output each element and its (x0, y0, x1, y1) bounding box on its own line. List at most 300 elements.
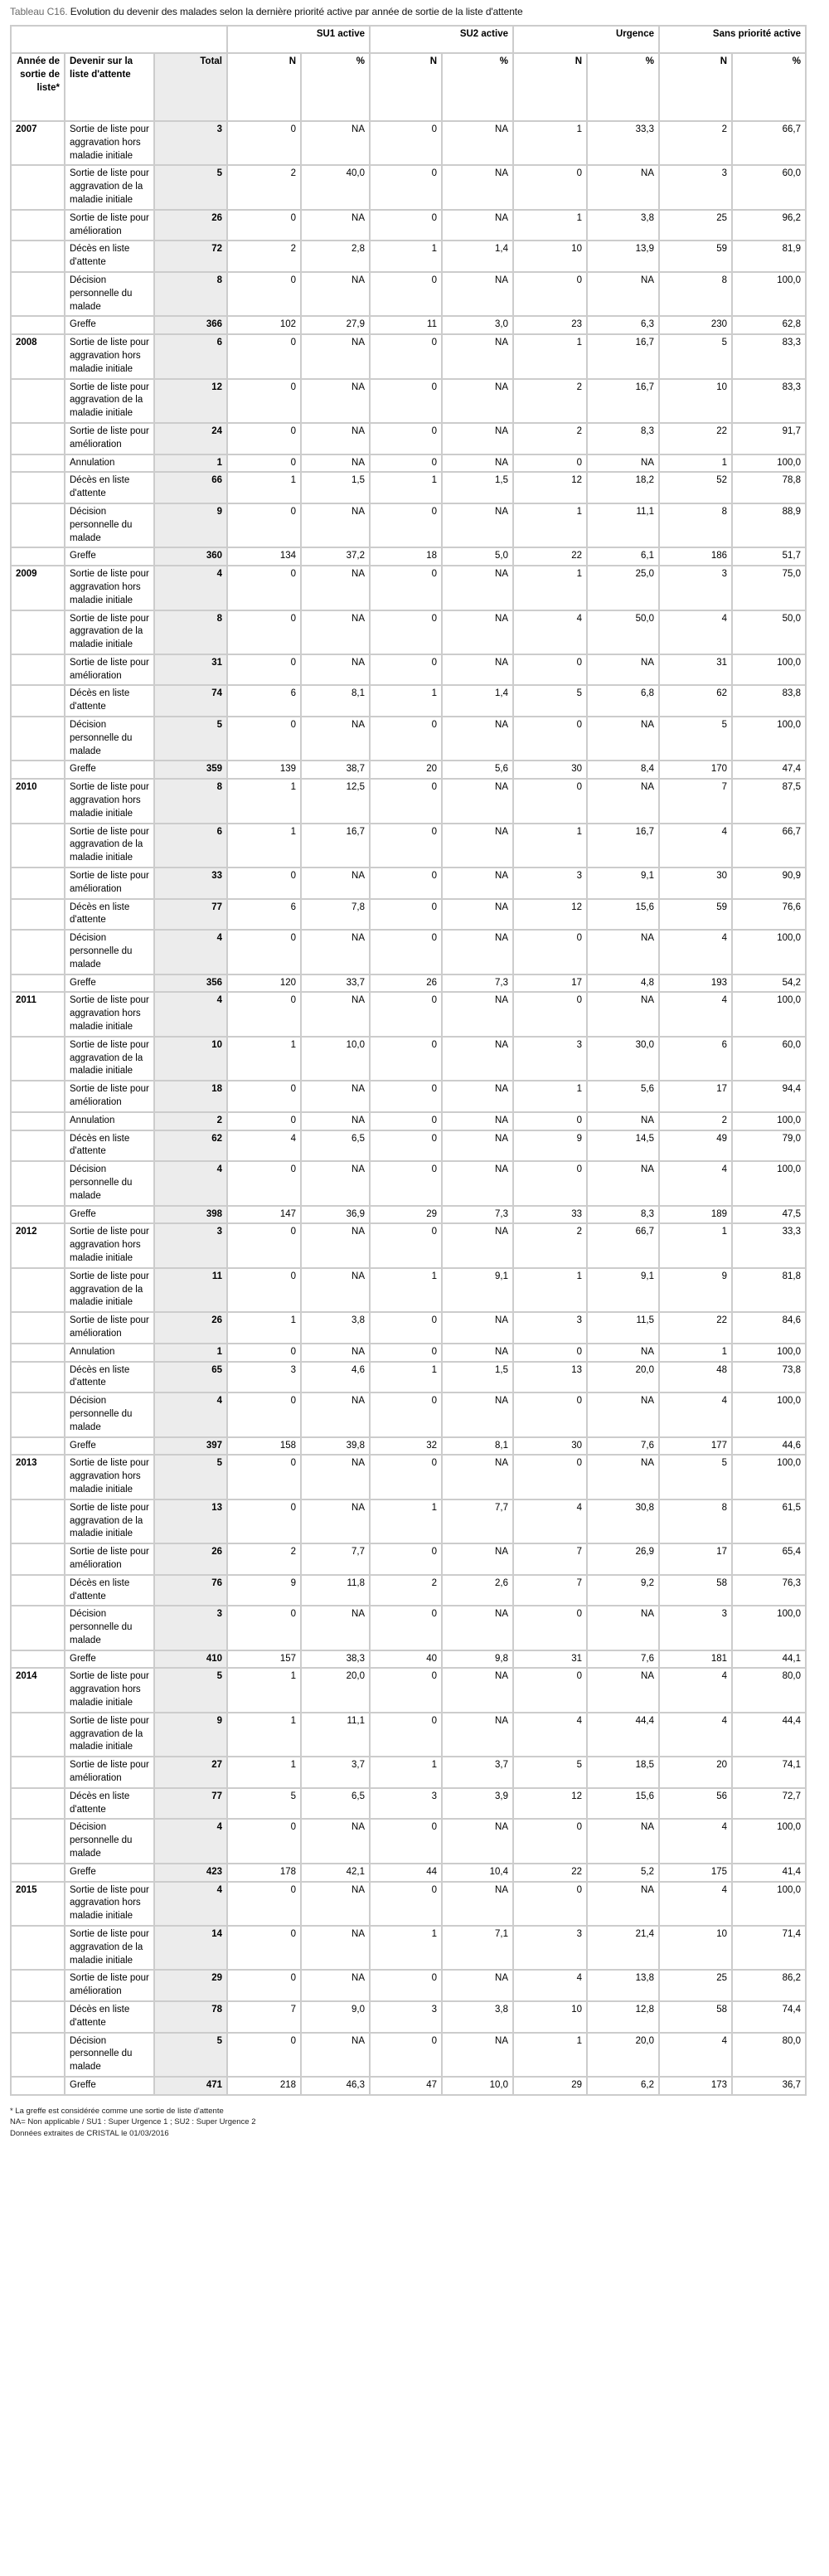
su1-n-cell: 0 (227, 1081, 301, 1112)
year-cell (11, 379, 65, 423)
devenir-cell: Greffe (65, 1864, 154, 1882)
total-cell: 2 (154, 1112, 227, 1130)
devenir-cell: Décès en liste d'attente (65, 1575, 154, 1606)
table-row (11, 992, 806, 1036)
sans-pct-cell: 81,9 (732, 241, 806, 272)
group-header-urgence: Urgence (513, 26, 659, 53)
su2-n-cell: 0 (370, 454, 442, 473)
su1-pct-cell: NA (301, 121, 370, 165)
su2-n-cell: 18 (370, 547, 442, 566)
table-row (11, 1788, 806, 1820)
year-cell (11, 165, 65, 209)
su1-n-cell: 120 (227, 975, 301, 993)
table-row (11, 1970, 806, 2001)
sans-pct-cell: 44,1 (732, 1650, 806, 1669)
urgence-n-cell: 12 (513, 899, 587, 931)
su2-n-cell: 1 (370, 1926, 442, 1970)
su1-n-cell: 6 (227, 685, 301, 717)
year-cell (11, 241, 65, 272)
su2-n-cell: 40 (370, 1650, 442, 1669)
su1-n-cell: 0 (227, 2033, 301, 2077)
su2-n-cell: 1 (370, 241, 442, 272)
footnote-abbreviations: NA= Non applicable / SU1 : Super Urgence 1 ; SU2 : Super Urgence 2 (10, 2117, 256, 2127)
su2-pct-cell: 7,1 (442, 1926, 513, 1970)
table-row (11, 1455, 806, 1499)
devenir-cell: Greffe (65, 1206, 154, 1224)
urgence-pct-cell: 33,3 (587, 121, 659, 165)
table-row (11, 1161, 806, 1205)
total-cell: 6 (154, 824, 227, 868)
devenir-cell: Décès en liste d'attente (65, 472, 154, 503)
devenir-cell: Sortie de liste pour aggravation hors maladie initiale (65, 1668, 154, 1712)
su2-n-cell: 0 (370, 566, 442, 610)
urgence-n-cell: 13 (513, 1362, 587, 1393)
devenir-cell: Décision personnelle du malade (65, 2033, 154, 2077)
table-row (11, 685, 806, 717)
sans-pct-cell: 84,6 (732, 1312, 806, 1344)
su2-pct-cell: NA (442, 454, 513, 473)
su2-pct-cell: 1,4 (442, 685, 513, 717)
su1-pct-cell: NA (301, 1344, 370, 1362)
su1-pct-cell: NA (301, 1455, 370, 1499)
year-cell: 2015 (11, 1882, 65, 1926)
urgence-pct-cell: NA (587, 1819, 659, 1863)
su2-pct-cell: NA (442, 334, 513, 378)
urgence-pct-cell: 9,1 (587, 868, 659, 899)
su2-n-cell: 0 (370, 1161, 442, 1205)
su1-n-cell: 1 (227, 824, 301, 868)
urgence-pct-cell: 9,2 (587, 1575, 659, 1606)
sans-pct-cell: 51,7 (732, 547, 806, 566)
sans-n-cell: 1 (659, 454, 732, 473)
devenir-cell: Sortie de liste pour amélioration (65, 1543, 154, 1575)
su1-pct-cell: NA (301, 454, 370, 473)
su1-pct-cell: NA (301, 654, 370, 686)
urgence-pct-cell: 16,7 (587, 334, 659, 378)
urgence-n-cell: 2 (513, 1223, 587, 1267)
total-cell: 5 (154, 717, 227, 761)
table-row (11, 1223, 806, 1267)
table-row (11, 975, 806, 993)
su1-pct-cell: NA (301, 1112, 370, 1130)
su2-pct-cell: 1,4 (442, 241, 513, 272)
table-row (11, 1362, 806, 1393)
table-row (11, 1757, 806, 1788)
devenir-cell: Sortie de liste pour amélioration (65, 423, 154, 454)
su1-pct-cell: 16,7 (301, 824, 370, 868)
column-header-su2-n: N (370, 53, 442, 121)
su2-pct-cell: NA (442, 899, 513, 931)
urgence-pct-cell: 7,6 (587, 1650, 659, 1669)
year-cell: 2008 (11, 334, 65, 378)
su1-n-cell: 0 (227, 868, 301, 899)
year-cell (11, 1499, 65, 1543)
table-row (11, 1037, 806, 1081)
total-cell: 18 (154, 1081, 227, 1112)
urgence-pct-cell: 44,4 (587, 1713, 659, 1757)
table-row (11, 503, 806, 547)
urgence-pct-cell: 9,1 (587, 1268, 659, 1312)
sans-pct-cell: 86,2 (732, 1970, 806, 2001)
total-cell: 77 (154, 1788, 227, 1820)
su1-n-cell: 178 (227, 1864, 301, 1882)
year-cell (11, 717, 65, 761)
su1-n-cell: 0 (227, 454, 301, 473)
table-row (11, 1668, 806, 1712)
su1-pct-cell: NA (301, 1161, 370, 1205)
total-cell: 3 (154, 1223, 227, 1267)
urgence-n-cell: 29 (513, 2077, 587, 2095)
urgence-pct-cell: 18,5 (587, 1757, 659, 1788)
devenir-cell: Annulation (65, 1344, 154, 1362)
su1-pct-cell: NA (301, 1223, 370, 1267)
su1-n-cell: 2 (227, 1543, 301, 1575)
header-empty-cell (11, 26, 227, 53)
column-header-su1-pct: % (301, 53, 370, 121)
devenir-cell: Sortie de liste pour aggravation de la maladie initiale (65, 1713, 154, 1757)
table-row (11, 379, 806, 423)
su1-pct-cell: NA (301, 272, 370, 316)
total-cell: 4 (154, 1161, 227, 1205)
su2-n-cell: 0 (370, 1392, 442, 1436)
su1-n-cell: 0 (227, 610, 301, 654)
su1-n-cell: 139 (227, 761, 301, 779)
urgence-pct-cell: 20,0 (587, 2033, 659, 2077)
sans-n-cell: 4 (659, 1713, 732, 1757)
sans-n-cell: 7 (659, 779, 732, 823)
su2-pct-cell: NA (442, 379, 513, 423)
su1-pct-cell: 8,1 (301, 685, 370, 717)
urgence-n-cell: 3 (513, 1037, 587, 1081)
year-cell (11, 1362, 65, 1393)
sans-n-cell: 4 (659, 824, 732, 868)
sans-pct-cell: 100,0 (732, 1606, 806, 1650)
su2-pct-cell: 3,8 (442, 2001, 513, 2033)
su2-pct-cell: 3,0 (442, 316, 513, 334)
su1-pct-cell: 20,0 (301, 1668, 370, 1712)
su1-n-cell: 0 (227, 503, 301, 547)
devenir-cell: Sortie de liste pour amélioration (65, 868, 154, 899)
urgence-pct-cell: NA (587, 779, 659, 823)
table-row (11, 454, 806, 473)
devenir-cell: Sortie de liste pour aggravation hors maladie initiale (65, 121, 154, 165)
su2-pct-cell: 2,6 (442, 1575, 513, 1606)
urgence-pct-cell: NA (587, 992, 659, 1036)
sans-pct-cell: 100,0 (732, 1882, 806, 1926)
sans-n-cell: 5 (659, 1455, 732, 1499)
urgence-n-cell: 10 (513, 2001, 587, 2033)
sans-pct-cell: 83,3 (732, 334, 806, 378)
su2-pct-cell: NA (442, 868, 513, 899)
sans-n-cell: 4 (659, 992, 732, 1036)
su2-n-cell: 0 (370, 654, 442, 686)
year-cell (11, 930, 65, 974)
urgence-n-cell: 22 (513, 547, 587, 566)
su1-pct-cell: 11,8 (301, 1575, 370, 1606)
year-cell (11, 1392, 65, 1436)
urgence-n-cell: 1 (513, 566, 587, 610)
urgence-pct-cell: 5,6 (587, 1081, 659, 1112)
table-row (11, 547, 806, 566)
sans-n-cell: 3 (659, 165, 732, 209)
su1-pct-cell: 46,3 (301, 2077, 370, 2095)
urgence-pct-cell: 21,4 (587, 1926, 659, 1970)
total-cell: 12 (154, 379, 227, 423)
urgence-pct-cell: NA (587, 1668, 659, 1712)
total-cell: 10 (154, 1037, 227, 1081)
year-cell (11, 685, 65, 717)
total-cell: 26 (154, 1543, 227, 1575)
year-cell (11, 1543, 65, 1575)
su1-n-cell: 1 (227, 1713, 301, 1757)
sans-n-cell: 25 (659, 1970, 732, 2001)
su1-pct-cell: NA (301, 1392, 370, 1436)
footnote-source: Données extraites de CRISTAL le 01/03/2016 (10, 2128, 169, 2138)
devenir-cell: Sortie de liste pour amélioration (65, 1081, 154, 1112)
urgence-n-cell: 0 (513, 779, 587, 823)
urgence-pct-cell: 16,7 (587, 379, 659, 423)
su1-n-cell: 0 (227, 1268, 301, 1312)
urgence-pct-cell: NA (587, 1606, 659, 1650)
su2-n-cell: 3 (370, 2001, 442, 2033)
su1-pct-cell: 37,2 (301, 547, 370, 566)
su1-n-cell: 134 (227, 547, 301, 566)
su1-pct-cell: 3,8 (301, 1312, 370, 1344)
table-row (11, 1130, 806, 1162)
sans-pct-cell: 60,0 (732, 165, 806, 209)
sans-pct-cell: 100,0 (732, 1112, 806, 1130)
devenir-cell: Sortie de liste pour aggravation hors maladie initiale (65, 779, 154, 823)
su2-n-cell: 0 (370, 717, 442, 761)
sans-pct-cell: 80,0 (732, 1668, 806, 1712)
total-cell: 3 (154, 1606, 227, 1650)
su2-pct-cell: 1,5 (442, 472, 513, 503)
year-cell: 2014 (11, 1668, 65, 1712)
su2-pct-cell: NA (442, 1081, 513, 1112)
sans-pct-cell: 47,5 (732, 1206, 806, 1224)
sans-pct-cell: 61,5 (732, 1499, 806, 1543)
su2-pct-cell: NA (442, 1312, 513, 1344)
urgence-pct-cell: NA (587, 1455, 659, 1499)
sans-n-cell: 22 (659, 1312, 732, 1344)
su2-n-cell: 0 (370, 210, 442, 241)
sans-n-cell: 10 (659, 379, 732, 423)
urgence-pct-cell: 25,0 (587, 566, 659, 610)
su1-n-cell: 0 (227, 1606, 301, 1650)
urgence-n-cell: 1 (513, 334, 587, 378)
year-cell (11, 1081, 65, 1112)
sans-pct-cell: 100,0 (732, 992, 806, 1036)
total-cell: 359 (154, 761, 227, 779)
su2-n-cell: 0 (370, 868, 442, 899)
su2-pct-cell: NA (442, 2033, 513, 2077)
urgence-pct-cell: NA (587, 1112, 659, 1130)
urgence-pct-cell: 6,8 (587, 685, 659, 717)
su1-n-cell: 5 (227, 1788, 301, 1820)
sans-pct-cell: 100,0 (732, 1344, 806, 1362)
year-cell: 2009 (11, 566, 65, 610)
table-row (11, 1081, 806, 1112)
su1-n-cell: 0 (227, 1161, 301, 1205)
table-row (11, 1575, 806, 1606)
total-cell: 26 (154, 210, 227, 241)
year-cell (11, 1864, 65, 1882)
year-cell: 2012 (11, 1223, 65, 1267)
su2-n-cell: 0 (370, 824, 442, 868)
sans-n-cell: 186 (659, 547, 732, 566)
su1-n-cell: 0 (227, 654, 301, 686)
urgence-pct-cell: 30,8 (587, 1499, 659, 1543)
sans-pct-cell: 65,4 (732, 1543, 806, 1575)
total-cell: 29 (154, 1970, 227, 2001)
su1-n-cell: 4 (227, 1130, 301, 1162)
su2-pct-cell: NA (442, 1882, 513, 1926)
sans-n-cell: 4 (659, 1668, 732, 1712)
su2-n-cell: 0 (370, 1081, 442, 1112)
sans-pct-cell: 96,2 (732, 210, 806, 241)
devenir-cell: Décision personnelle du malade (65, 717, 154, 761)
urgence-pct-cell: 8,4 (587, 761, 659, 779)
su2-n-cell: 0 (370, 1819, 442, 1863)
su1-pct-cell: NA (301, 2033, 370, 2077)
urgence-pct-cell: NA (587, 1161, 659, 1205)
devenir-cell: Greffe (65, 975, 154, 993)
total-cell: 410 (154, 1650, 227, 1669)
urgence-pct-cell: 6,1 (587, 547, 659, 566)
total-cell: 366 (154, 316, 227, 334)
sans-n-cell: 5 (659, 717, 732, 761)
sans-n-cell: 31 (659, 654, 732, 686)
su2-n-cell: 0 (370, 1713, 442, 1757)
su2-n-cell: 0 (370, 334, 442, 378)
su1-n-cell: 157 (227, 1650, 301, 1669)
su1-n-cell: 0 (227, 1499, 301, 1543)
column-header-sans-n: N (659, 53, 732, 121)
year-cell: 2007 (11, 121, 65, 165)
total-cell: 4 (154, 1819, 227, 1863)
sans-n-cell: 5 (659, 334, 732, 378)
su2-pct-cell: NA (442, 1455, 513, 1499)
su1-n-cell: 1 (227, 1312, 301, 1344)
sans-n-cell: 22 (659, 423, 732, 454)
total-cell: 8 (154, 610, 227, 654)
total-cell: 356 (154, 975, 227, 993)
sans-pct-cell: 100,0 (732, 1392, 806, 1436)
urgence-n-cell: 0 (513, 1668, 587, 1712)
year-cell (11, 1788, 65, 1820)
sans-pct-cell: 81,8 (732, 1268, 806, 1312)
sans-n-cell: 173 (659, 2077, 732, 2095)
devenir-cell: Sortie de liste pour aggravation de la maladie initiale (65, 1499, 154, 1543)
devenir-cell: Sortie de liste pour aggravation hors maladie initiale (65, 334, 154, 378)
devenir-cell: Décision personnelle du malade (65, 1819, 154, 1863)
su1-pct-cell: 12,5 (301, 779, 370, 823)
urgence-pct-cell: NA (587, 165, 659, 209)
table-number: Tableau C16. (10, 6, 68, 17)
total-cell: 4 (154, 1882, 227, 1926)
sans-pct-cell: 54,2 (732, 975, 806, 993)
table-row (11, 1392, 806, 1436)
urgence-pct-cell: 66,7 (587, 1223, 659, 1267)
sans-n-cell: 48 (659, 1362, 732, 1393)
sans-n-cell: 58 (659, 2001, 732, 2033)
su1-n-cell: 218 (227, 2077, 301, 2095)
devenir-cell: Sortie de liste pour aggravation de la maladie initiale (65, 824, 154, 868)
devenir-cell: Greffe (65, 1650, 154, 1669)
urgence-n-cell: 0 (513, 1161, 587, 1205)
urgence-n-cell: 31 (513, 1650, 587, 1669)
devenir-cell: Sortie de liste pour aggravation hors maladie initiale (65, 1223, 154, 1267)
su1-pct-cell: NA (301, 1081, 370, 1112)
table-row (11, 654, 806, 686)
year-cell: 2011 (11, 992, 65, 1036)
urgence-pct-cell: 15,6 (587, 1788, 659, 1820)
total-cell: 26 (154, 1312, 227, 1344)
year-cell (11, 1206, 65, 1224)
total-cell: 5 (154, 165, 227, 209)
urgence-n-cell: 1 (513, 1081, 587, 1112)
urgence-n-cell: 0 (513, 1606, 587, 1650)
year-cell (11, 1713, 65, 1757)
table-row (11, 1882, 806, 1926)
total-cell: 4 (154, 566, 227, 610)
sans-pct-cell: 50,0 (732, 610, 806, 654)
urgence-pct-cell: 4,8 (587, 975, 659, 993)
su2-pct-cell: NA (442, 1161, 513, 1205)
su1-pct-cell: NA (301, 334, 370, 378)
table-row (11, 566, 806, 610)
devenir-cell: Décision personnelle du malade (65, 930, 154, 974)
su2-n-cell: 0 (370, 1130, 442, 1162)
sans-n-cell: 52 (659, 472, 732, 503)
total-cell: 1 (154, 1344, 227, 1362)
urgence-n-cell: 0 (513, 165, 587, 209)
year-cell (11, 2077, 65, 2095)
devenir-cell: Décès en liste d'attente (65, 685, 154, 717)
column-header-devenir: Devenir sur la liste d'attente (65, 53, 154, 121)
su2-pct-cell: NA (442, 1970, 513, 2001)
su1-pct-cell: NA (301, 1819, 370, 1863)
su2-n-cell: 1 (370, 1757, 442, 1788)
urgence-n-cell: 0 (513, 717, 587, 761)
total-cell: 4 (154, 992, 227, 1036)
su2-pct-cell: NA (442, 779, 513, 823)
devenir-cell: Sortie de liste pour aggravation de la maladie initiale (65, 379, 154, 423)
total-cell: 65 (154, 1362, 227, 1393)
total-cell: 24 (154, 423, 227, 454)
total-cell: 11 (154, 1268, 227, 1312)
su1-n-cell: 9 (227, 1575, 301, 1606)
sans-n-cell: 17 (659, 1543, 732, 1575)
urgence-pct-cell: 14,5 (587, 1130, 659, 1162)
su1-pct-cell: 39,8 (301, 1437, 370, 1456)
year-cell (11, 1344, 65, 1362)
devenir-cell: Décision personnelle du malade (65, 1606, 154, 1650)
su2-n-cell: 32 (370, 1437, 442, 1456)
urgence-n-cell: 4 (513, 1970, 587, 2001)
urgence-n-cell: 10 (513, 241, 587, 272)
sans-pct-cell: 74,1 (732, 1757, 806, 1788)
su1-n-cell: 6 (227, 899, 301, 931)
year-cell (11, 1437, 65, 1456)
year-cell (11, 1312, 65, 1344)
devenir-cell: Annulation (65, 1112, 154, 1130)
header-row-columns (11, 53, 806, 121)
table-row (11, 241, 806, 272)
urgence-n-cell: 2 (513, 423, 587, 454)
su2-n-cell: 0 (370, 1668, 442, 1712)
year-cell (11, 1575, 65, 1606)
